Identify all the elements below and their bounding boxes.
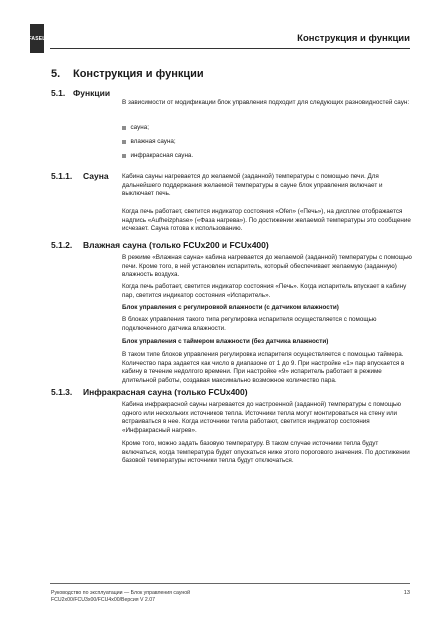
list-item: инфракрасная сауна. xyxy=(122,152,193,160)
header-title: Конструкция и функции xyxy=(297,33,410,44)
subsection-heading-5-1-3 xyxy=(51,387,248,397)
subsection-number: 5.1.3. xyxy=(51,387,73,397)
subsection-heading-5-1-1 xyxy=(51,171,109,181)
fasel-logo: FASEL xyxy=(30,24,44,53)
section-number: 5. xyxy=(51,68,61,80)
footer-line-2: FCU2x00/FCU3x00/FCU4x00/Версия V 2.07 xyxy=(51,596,156,603)
infrared-sauna-paragraph-2: Кроме того, можно задать базовую температуру. В таком случае источники тепла будут включаться, когда температура будет опускаться ниже этого порогового значения. По достижении базовой температуры источники тепла будут отключаться. xyxy=(122,440,410,465)
header-divider xyxy=(50,48,410,49)
subsection-title: Влажная сауна (только FCUx200 и FCUx400) xyxy=(83,240,269,250)
subsection-number: 5.1.2. xyxy=(51,240,73,250)
subsection-title: Инфракрасная сауна (только FCUx400) xyxy=(83,387,248,397)
bullet-square-icon xyxy=(122,154,126,158)
footer-line-1: Руководство по эксплуатации — Блок управления сауной xyxy=(51,590,191,596)
list-item: влажная сауна; xyxy=(122,138,176,146)
infrared-sauna-paragraph-1: Кабина инфракрасной сауны нагревается до настроенной (заданной) температуры с помощью одного или нескольких источников тепла. Источники тепла могут монтироваться на стену или встраиваться в нее. Когда источники тепла работают, светится индикатор состояния «Инфракрасный нагрев». xyxy=(122,401,402,434)
subsection-title: Сауна xyxy=(83,171,109,181)
footer-divider xyxy=(50,583,410,584)
functions-intro: В зависимости от модификации блок управления подходит для следующих разновидностей саун: xyxy=(122,99,410,106)
footer-text xyxy=(51,590,190,604)
steam-sauna-paragraph-3: В блоках управления такого типа регулировка испарителя осуществляется с помощью подключенного датчика влажности. xyxy=(122,316,377,332)
bullet-square-icon xyxy=(122,140,126,144)
sauna-paragraph-2: Когда печь работает, светится индикатор состояния «Ofen» («Печь»), на дисплее отображается надпись «Aufheizphase» («Фаза нагрева»). По достижении желаемой температуры это сообщение исчезает. Сауна готова к использованию. xyxy=(122,208,411,233)
page-number: 13 xyxy=(403,590,410,596)
sauna-paragraph-1: Кабина сауны нагревается до желаемой (заданной) температуры с помощью печи. Для дальнейшего поддержания желаемой температуры в сауне блок управления включает и выключает печь. xyxy=(122,173,383,198)
subsection-heading-5-1-2 xyxy=(51,240,269,250)
subsection-number: 5.1. xyxy=(51,88,66,98)
subsection-heading-5-1 xyxy=(51,88,110,98)
humidity-control-subheading: Блок управления с регулировкой влажности (с датчиком влажности) xyxy=(122,304,339,311)
steam-sauna-paragraph-4: В таком типе блоков управления регулировка испарителя осуществляется с помощью таймера. Количество пара задается как число в диапазоне от 1 до 9. При настройке «1» пар впускается в кабину в течение недолгого времени. При настройке «9» испаритель работает в режиме длительной работы, создавая максимально возможное количество пара. xyxy=(122,351,405,384)
subsection-title: Функции xyxy=(73,88,111,98)
humidity-timer-subheading: Блок управления с таймером влажности (без датчика влажности) xyxy=(122,338,329,345)
section-heading xyxy=(51,68,204,80)
section-title: Конструкция и функции xyxy=(73,68,204,80)
list-item: сауна; xyxy=(122,124,149,132)
bullet-square-icon xyxy=(122,126,126,130)
steam-sauna-paragraph-1: В режиме «Влажная сауна» кабина нагревается до желаемой (заданной) температуры с помощью печи. Кроме того, в ней установлен испаритель, который обеспечивает желаемую (заданную) влажность воздуха. xyxy=(122,254,412,279)
steam-sauna-paragraph-2: Когда печь работает, светится индикатор состояния «Печь». Когда испаритель впускает в кабину пар, светится индикатор состояния «Испаритель». xyxy=(122,283,407,299)
subsection-number: 5.1.1. xyxy=(51,171,73,181)
